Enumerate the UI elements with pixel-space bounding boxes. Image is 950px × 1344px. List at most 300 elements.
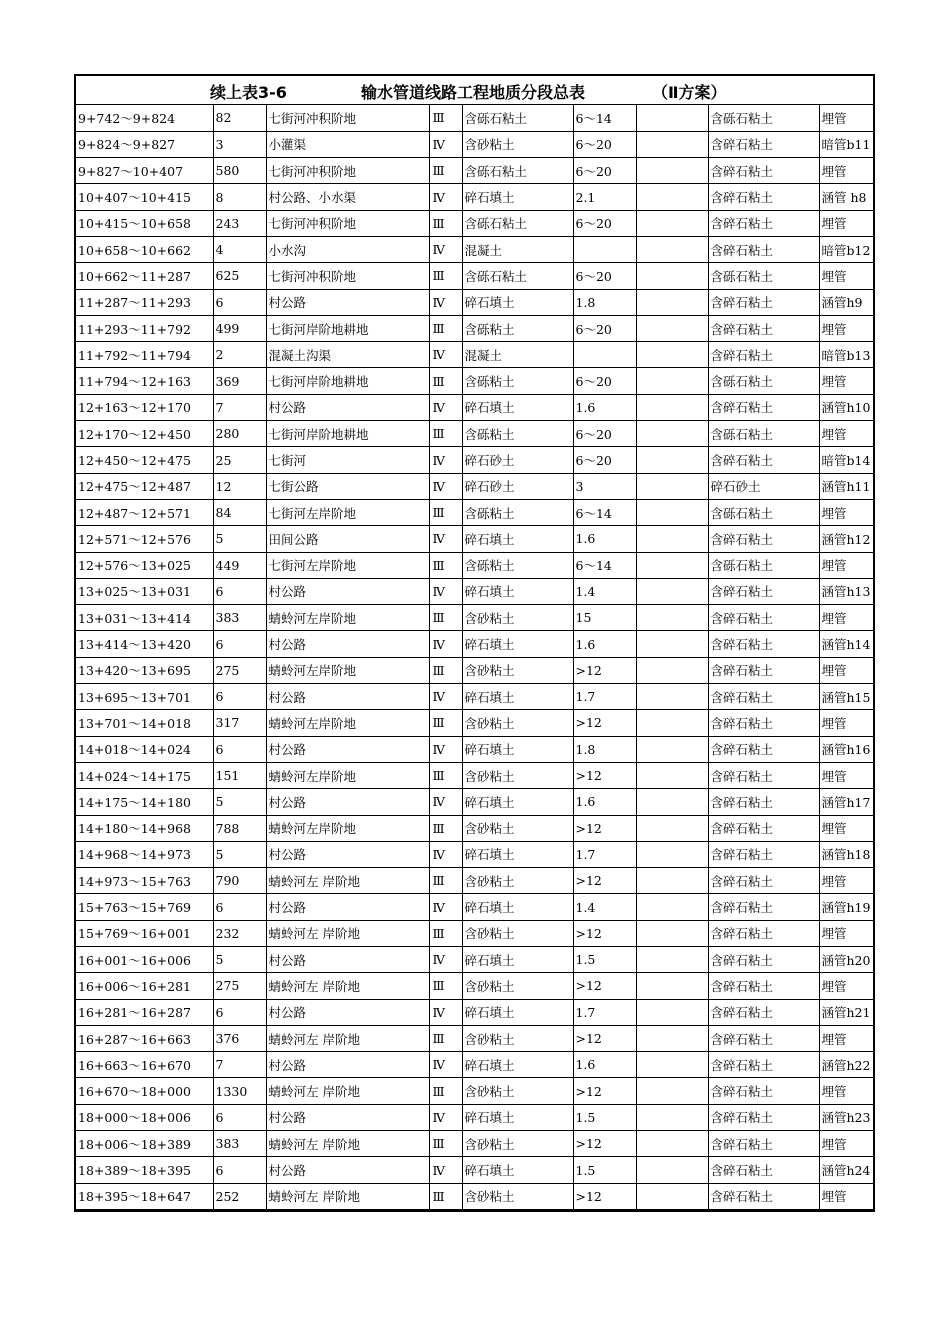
cell-landform: 蜻蛉河左 岸阶地 bbox=[266, 868, 429, 894]
cell-landform: 村公路 bbox=[266, 789, 429, 815]
table-row bbox=[76, 289, 873, 315]
cell-pipe-type: 涵管h18 bbox=[819, 841, 873, 867]
cell-class: Ⅲ bbox=[429, 1131, 462, 1157]
cell-blank bbox=[636, 210, 708, 236]
cell-blank bbox=[636, 1052, 708, 1078]
cell-class: Ⅲ bbox=[429, 657, 462, 683]
cell-foundation-soil: 含碎石粘土 bbox=[708, 657, 819, 683]
cell-depth: 1.6 bbox=[573, 1052, 636, 1078]
cell-pipe-type: 埋管 bbox=[819, 315, 873, 341]
cell-blank bbox=[636, 236, 708, 262]
table-row bbox=[76, 894, 873, 920]
cell-blank bbox=[636, 710, 708, 736]
cell-class: Ⅳ bbox=[429, 131, 462, 157]
cell-soil: 碎石填土 bbox=[462, 394, 573, 420]
table-row bbox=[76, 315, 873, 341]
cell-chainage: 16+281～16+287 bbox=[76, 999, 213, 1025]
cell-class: Ⅳ bbox=[429, 473, 462, 499]
cell-depth: 1.6 bbox=[573, 394, 636, 420]
cell-class: Ⅳ bbox=[429, 342, 462, 368]
cell-landform: 蜻蛉河左 岸阶地 bbox=[266, 1183, 429, 1209]
cell-blank bbox=[636, 1183, 708, 1209]
cell-landform: 七街河岸阶地耕地 bbox=[266, 315, 429, 341]
cell-foundation-soil: 含碎石粘土 bbox=[708, 210, 819, 236]
cell-class: Ⅳ bbox=[429, 947, 462, 973]
cell-pipe-type: 涵管h12 bbox=[819, 526, 873, 552]
cell-pipe-type: 涵管h23 bbox=[819, 1104, 873, 1130]
cell-length: 580 bbox=[213, 158, 266, 184]
cell-foundation-soil: 含碎石粘土 bbox=[708, 973, 819, 999]
cell-soil: 含砾粘土 bbox=[462, 315, 573, 341]
cell-chainage: 10+407～10+415 bbox=[76, 184, 213, 210]
cell-length: 6 bbox=[213, 289, 266, 315]
cell-foundation-soil: 含碎石粘土 bbox=[708, 1131, 819, 1157]
cell-foundation-soil: 含碎石粘土 bbox=[708, 158, 819, 184]
table-title-continuation: 续上表3-6 bbox=[210, 83, 287, 102]
cell-landform: 七街河冲积阶地 bbox=[266, 263, 429, 289]
cell-pipe-type: 埋管 bbox=[819, 1025, 873, 1051]
cell-soil: 含砾石粘土 bbox=[462, 210, 573, 236]
cell-length: 5 bbox=[213, 526, 266, 552]
cell-chainage: 9+824～9+827 bbox=[76, 131, 213, 157]
cell-blank bbox=[636, 894, 708, 920]
cell-class: Ⅳ bbox=[429, 736, 462, 762]
cell-chainage: 9+827～10+407 bbox=[76, 158, 213, 184]
cell-class: Ⅳ bbox=[429, 526, 462, 552]
cell-class: Ⅲ bbox=[429, 552, 462, 578]
cell-soil: 混凝土 bbox=[462, 342, 573, 368]
cell-class: Ⅲ bbox=[429, 421, 462, 447]
cell-chainage: 16+006～16+281 bbox=[76, 973, 213, 999]
cell-depth: >12 bbox=[573, 1078, 636, 1104]
cell-depth: 6～14 bbox=[573, 105, 636, 131]
cell-length: 625 bbox=[213, 263, 266, 289]
table-row bbox=[76, 710, 873, 736]
cell-soil: 含砂粘土 bbox=[462, 131, 573, 157]
table-row bbox=[76, 105, 873, 131]
cell-chainage: 12+170～12+450 bbox=[76, 421, 213, 447]
table-row bbox=[76, 973, 873, 999]
table-row bbox=[76, 1183, 873, 1209]
cell-blank bbox=[636, 526, 708, 552]
cell-pipe-type: 涵管h21 bbox=[819, 999, 873, 1025]
cell-landform: 七街河冲积阶地 bbox=[266, 158, 429, 184]
table-row bbox=[76, 1157, 873, 1183]
cell-length: 369 bbox=[213, 368, 266, 394]
cell-chainage: 13+695～13+701 bbox=[76, 684, 213, 710]
cell-soil: 碎石填土 bbox=[462, 999, 573, 1025]
cell-depth: 1.8 bbox=[573, 736, 636, 762]
cell-blank bbox=[636, 263, 708, 289]
cell-length: 232 bbox=[213, 920, 266, 946]
cell-depth: 6～20 bbox=[573, 158, 636, 184]
cell-pipe-type: 埋管 bbox=[819, 105, 873, 131]
cell-chainage: 13+420～13+695 bbox=[76, 657, 213, 683]
cell-foundation-soil: 含碎石粘土 bbox=[708, 1157, 819, 1183]
cell-pipe-type: 涵管h13 bbox=[819, 578, 873, 604]
cell-depth: 6～20 bbox=[573, 447, 636, 473]
cell-length: 790 bbox=[213, 868, 266, 894]
table-row bbox=[76, 394, 873, 420]
cell-depth: 6～20 bbox=[573, 421, 636, 447]
cell-length: 7 bbox=[213, 394, 266, 420]
cell-pipe-type: 埋管 bbox=[819, 158, 873, 184]
cell-class: Ⅳ bbox=[429, 578, 462, 604]
cell-foundation-soil: 含碎石粘土 bbox=[708, 762, 819, 788]
cell-blank bbox=[636, 368, 708, 394]
cell-length: 280 bbox=[213, 421, 266, 447]
cell-soil: 碎石填土 bbox=[462, 841, 573, 867]
table-row bbox=[76, 210, 873, 236]
cell-landform: 七街河 bbox=[266, 447, 429, 473]
cell-landform: 村公路 bbox=[266, 578, 429, 604]
cell-soil: 碎石填土 bbox=[462, 1052, 573, 1078]
cell-chainage: 10+658～10+662 bbox=[76, 236, 213, 262]
cell-pipe-type: 埋管 bbox=[819, 815, 873, 841]
cell-pipe-type: 埋管 bbox=[819, 499, 873, 525]
cell-depth: 1.6 bbox=[573, 789, 636, 815]
cell-foundation-soil: 含砾石粘土 bbox=[708, 499, 819, 525]
cell-landform: 村公路 bbox=[266, 1157, 429, 1183]
cell-soil: 含砾粘土 bbox=[462, 421, 573, 447]
cell-landform: 村公路 bbox=[266, 631, 429, 657]
cell-soil: 含砂粘土 bbox=[462, 710, 573, 736]
cell-depth bbox=[573, 342, 636, 368]
cell-depth: >12 bbox=[573, 920, 636, 946]
cell-soil: 含砾石粘土 bbox=[462, 263, 573, 289]
cell-blank bbox=[636, 868, 708, 894]
cell-blank bbox=[636, 421, 708, 447]
table-row bbox=[76, 447, 873, 473]
cell-depth: >12 bbox=[573, 657, 636, 683]
cell-length: 3 bbox=[213, 131, 266, 157]
cell-blank bbox=[636, 447, 708, 473]
cell-length: 5 bbox=[213, 841, 266, 867]
table-row bbox=[76, 1078, 873, 1104]
cell-class: Ⅳ bbox=[429, 841, 462, 867]
cell-pipe-type: 埋管 bbox=[819, 1131, 873, 1157]
cell-pipe-type: 埋管 bbox=[819, 657, 873, 683]
cell-pipe-type: 涵管h10 bbox=[819, 394, 873, 420]
cell-foundation-soil: 含碎石粘土 bbox=[708, 789, 819, 815]
cell-chainage: 15+763～15+769 bbox=[76, 894, 213, 920]
cell-pipe-type: 埋管 bbox=[819, 920, 873, 946]
cell-class: Ⅲ bbox=[429, 1183, 462, 1209]
table-row bbox=[76, 868, 873, 894]
cell-class: Ⅳ bbox=[429, 1157, 462, 1183]
cell-pipe-type: 埋管 bbox=[819, 868, 873, 894]
cell-foundation-soil: 含碎石粘土 bbox=[708, 841, 819, 867]
cell-landform: 村公路 bbox=[266, 1104, 429, 1130]
cell-foundation-soil: 含碎石粘土 bbox=[708, 1104, 819, 1130]
table-row bbox=[76, 552, 873, 578]
cell-chainage: 11+792～11+794 bbox=[76, 342, 213, 368]
cell-landform: 蜻蛉河左 岸阶地 bbox=[266, 1078, 429, 1104]
cell-pipe-type: 埋管 bbox=[819, 1183, 873, 1209]
cell-landform: 蜻蛉河左岸阶地 bbox=[266, 762, 429, 788]
cell-pipe-type: 涵管h19 bbox=[819, 894, 873, 920]
cell-foundation-soil: 含砾石粘土 bbox=[708, 552, 819, 578]
cell-landform: 村公路 bbox=[266, 684, 429, 710]
cell-landform: 村公路、小水渠 bbox=[266, 184, 429, 210]
cell-class: Ⅲ bbox=[429, 315, 462, 341]
cell-pipe-type: 涵管h16 bbox=[819, 736, 873, 762]
cell-depth: 1.6 bbox=[573, 631, 636, 657]
cell-depth: >12 bbox=[573, 868, 636, 894]
table-row bbox=[76, 421, 873, 447]
cell-soil: 含砂粘土 bbox=[462, 1131, 573, 1157]
cell-blank bbox=[636, 762, 708, 788]
cell-class: Ⅲ bbox=[429, 973, 462, 999]
cell-landform: 蜻蛉河左 岸阶地 bbox=[266, 973, 429, 999]
cell-length: 243 bbox=[213, 210, 266, 236]
table-row bbox=[76, 762, 873, 788]
cell-foundation-soil: 含碎石粘土 bbox=[708, 342, 819, 368]
cell-blank bbox=[636, 1104, 708, 1130]
cell-depth bbox=[573, 236, 636, 262]
cell-blank bbox=[636, 105, 708, 131]
cell-length: 376 bbox=[213, 1025, 266, 1051]
cell-chainage: 14+968～14+973 bbox=[76, 841, 213, 867]
cell-depth: >12 bbox=[573, 1025, 636, 1051]
cell-chainage: 13+025～13+031 bbox=[76, 578, 213, 604]
cell-depth: >12 bbox=[573, 1183, 636, 1209]
cell-soil: 含砾粘土 bbox=[462, 552, 573, 578]
table-row bbox=[76, 841, 873, 867]
cell-foundation-soil: 含碎石粘土 bbox=[708, 1025, 819, 1051]
cell-class: Ⅲ bbox=[429, 158, 462, 184]
cell-foundation-soil: 含碎石粘土 bbox=[708, 736, 819, 762]
cell-landform: 蜻蛉河左 岸阶地 bbox=[266, 1025, 429, 1051]
cell-soil: 碎石填土 bbox=[462, 1157, 573, 1183]
cell-blank bbox=[636, 473, 708, 499]
cell-landform: 蜻蛉河左岸阶地 bbox=[266, 815, 429, 841]
table-row bbox=[76, 236, 873, 262]
cell-length: 5 bbox=[213, 789, 266, 815]
table-row bbox=[76, 1131, 873, 1157]
cell-foundation-soil: 含碎石粘土 bbox=[708, 131, 819, 157]
cell-chainage: 18+000～18+006 bbox=[76, 1104, 213, 1130]
cell-chainage: 11+794～12+163 bbox=[76, 368, 213, 394]
cell-chainage: 11+293～11+792 bbox=[76, 315, 213, 341]
cell-soil: 碎石填土 bbox=[462, 526, 573, 552]
cell-foundation-soil: 含碎石粘土 bbox=[708, 605, 819, 631]
cell-soil: 碎石砂土 bbox=[462, 447, 573, 473]
cell-length: 6 bbox=[213, 999, 266, 1025]
cell-soil: 碎石填土 bbox=[462, 736, 573, 762]
cell-soil: 含砂粘土 bbox=[462, 605, 573, 631]
cell-landform: 村公路 bbox=[266, 947, 429, 973]
cell-length: 4 bbox=[213, 236, 266, 262]
cell-chainage: 13+414～13+420 bbox=[76, 631, 213, 657]
cell-pipe-type: 埋管 bbox=[819, 368, 873, 394]
cell-landform: 村公路 bbox=[266, 394, 429, 420]
cell-class: Ⅳ bbox=[429, 894, 462, 920]
cell-depth: 6～14 bbox=[573, 552, 636, 578]
cell-pipe-type: 埋管 bbox=[819, 762, 873, 788]
cell-foundation-soil: 含碎石粘土 bbox=[708, 815, 819, 841]
cell-foundation-soil: 含碎石粘土 bbox=[708, 526, 819, 552]
cell-pipe-type: 暗管b13 bbox=[819, 342, 873, 368]
cell-pipe-type: 暗管b14 bbox=[819, 447, 873, 473]
cell-landform: 村公路 bbox=[266, 894, 429, 920]
cell-pipe-type: 涵管h15 bbox=[819, 684, 873, 710]
table-row bbox=[76, 499, 873, 525]
cell-soil: 含砂粘土 bbox=[462, 762, 573, 788]
cell-depth: 2.1 bbox=[573, 184, 636, 210]
table-row bbox=[76, 342, 873, 368]
cell-class: Ⅳ bbox=[429, 1104, 462, 1130]
cell-class: Ⅳ bbox=[429, 684, 462, 710]
table-row bbox=[76, 947, 873, 973]
cell-foundation-soil: 含碎石粘土 bbox=[708, 289, 819, 315]
cell-class: Ⅳ bbox=[429, 789, 462, 815]
cell-blank bbox=[636, 552, 708, 578]
cell-blank bbox=[636, 999, 708, 1025]
cell-chainage: 15+769～16+001 bbox=[76, 920, 213, 946]
cell-blank bbox=[636, 1078, 708, 1104]
table-row bbox=[76, 526, 873, 552]
cell-chainage: 18+395～18+647 bbox=[76, 1183, 213, 1209]
cell-depth: >12 bbox=[573, 762, 636, 788]
cell-length: 275 bbox=[213, 657, 266, 683]
table-row bbox=[76, 789, 873, 815]
cell-landform: 七街河冲积阶地 bbox=[266, 105, 429, 131]
cell-foundation-soil: 含碎石粘土 bbox=[708, 710, 819, 736]
cell-blank bbox=[636, 1157, 708, 1183]
cell-chainage: 14+175～14+180 bbox=[76, 789, 213, 815]
cell-blank bbox=[636, 289, 708, 315]
cell-blank bbox=[636, 605, 708, 631]
cell-pipe-type: 暗管b12 bbox=[819, 236, 873, 262]
cell-chainage: 18+006～18+389 bbox=[76, 1131, 213, 1157]
table-row bbox=[76, 1025, 873, 1051]
cell-chainage: 16+001～16+006 bbox=[76, 947, 213, 973]
cell-chainage: 12+450～12+475 bbox=[76, 447, 213, 473]
cell-depth: 3 bbox=[573, 473, 636, 499]
cell-soil: 碎石填土 bbox=[462, 289, 573, 315]
cell-class: Ⅲ bbox=[429, 920, 462, 946]
cell-pipe-type: 涵管 h8 bbox=[819, 184, 873, 210]
cell-foundation-soil: 含碎石粘土 bbox=[708, 631, 819, 657]
cell-length: 449 bbox=[213, 552, 266, 578]
table-row bbox=[76, 815, 873, 841]
cell-landform: 村公路 bbox=[266, 1052, 429, 1078]
cell-landform: 七街河左岸阶地 bbox=[266, 499, 429, 525]
table-row bbox=[76, 1104, 873, 1130]
cell-length: 275 bbox=[213, 973, 266, 999]
cell-class: Ⅳ bbox=[429, 289, 462, 315]
cell-soil: 含砂粘土 bbox=[462, 657, 573, 683]
table-row bbox=[76, 184, 873, 210]
cell-foundation-soil: 含碎石粘土 bbox=[708, 894, 819, 920]
cell-depth: 6～14 bbox=[573, 499, 636, 525]
table-row bbox=[76, 684, 873, 710]
cell-chainage: 16+287～16+663 bbox=[76, 1025, 213, 1051]
cell-blank bbox=[636, 631, 708, 657]
cell-soil: 含砂粘土 bbox=[462, 1078, 573, 1104]
cell-length: 12 bbox=[213, 473, 266, 499]
cell-chainage: 13+701～14+018 bbox=[76, 710, 213, 736]
cell-class: Ⅳ bbox=[429, 447, 462, 473]
cell-length: 6 bbox=[213, 736, 266, 762]
cell-blank bbox=[636, 684, 708, 710]
cell-landform: 七街河岸阶地耕地 bbox=[266, 368, 429, 394]
cell-foundation-soil: 含碎石粘土 bbox=[708, 578, 819, 604]
cell-pipe-type: 埋管 bbox=[819, 421, 873, 447]
cell-soil: 含砾石粘土 bbox=[462, 105, 573, 131]
cell-blank bbox=[636, 947, 708, 973]
cell-depth: 1.5 bbox=[573, 1157, 636, 1183]
cell-pipe-type: 埋管 bbox=[819, 973, 873, 999]
table-row bbox=[76, 631, 873, 657]
table-row bbox=[76, 263, 873, 289]
cell-pipe-type: 涵管h20 bbox=[819, 947, 873, 973]
cell-pipe-type: 涵管h9 bbox=[819, 289, 873, 315]
cell-soil: 碎石填土 bbox=[462, 631, 573, 657]
cell-blank bbox=[636, 158, 708, 184]
cell-soil: 碎石填土 bbox=[462, 578, 573, 604]
cell-depth: 6～20 bbox=[573, 368, 636, 394]
cell-length: 25 bbox=[213, 447, 266, 473]
cell-length: 82 bbox=[213, 105, 266, 131]
table-row bbox=[76, 368, 873, 394]
table-row bbox=[76, 736, 873, 762]
cell-landform: 小灌渠 bbox=[266, 131, 429, 157]
cell-blank bbox=[636, 815, 708, 841]
table-row bbox=[76, 1052, 873, 1078]
cell-landform: 蜻蛉河左岸阶地 bbox=[266, 657, 429, 683]
cell-length: 6 bbox=[213, 1104, 266, 1130]
cell-blank bbox=[636, 789, 708, 815]
cell-depth: 1.7 bbox=[573, 684, 636, 710]
cell-pipe-type: 埋管 bbox=[819, 1078, 873, 1104]
cell-blank bbox=[636, 841, 708, 867]
cell-length: 788 bbox=[213, 815, 266, 841]
cell-class: Ⅲ bbox=[429, 868, 462, 894]
cell-class: Ⅳ bbox=[429, 1052, 462, 1078]
cell-length: 1330 bbox=[213, 1078, 266, 1104]
cell-class: Ⅲ bbox=[429, 1025, 462, 1051]
cell-landform: 田间公路 bbox=[266, 526, 429, 552]
cell-foundation-soil: 含碎石粘土 bbox=[708, 999, 819, 1025]
cell-chainage: 12+571～12+576 bbox=[76, 526, 213, 552]
cell-soil: 碎石填土 bbox=[462, 1104, 573, 1130]
cell-foundation-soil: 含碎石粘土 bbox=[708, 1052, 819, 1078]
cell-foundation-soil: 含碎石粘土 bbox=[708, 1183, 819, 1209]
cell-soil: 含砾石粘土 bbox=[462, 158, 573, 184]
cell-foundation-soil: 含碎石粘土 bbox=[708, 236, 819, 262]
cell-depth: 6～20 bbox=[573, 263, 636, 289]
cell-length: 6 bbox=[213, 631, 266, 657]
cell-landform: 村公路 bbox=[266, 841, 429, 867]
cell-landform: 蜻蛉河左岸阶地 bbox=[266, 605, 429, 631]
cell-chainage: 13+031～13+414 bbox=[76, 605, 213, 631]
cell-landform: 混凝土沟渠 bbox=[266, 342, 429, 368]
cell-length: 383 bbox=[213, 605, 266, 631]
cell-depth: >12 bbox=[573, 710, 636, 736]
cell-soil: 含砂粘土 bbox=[462, 868, 573, 894]
cell-chainage: 12+576～13+025 bbox=[76, 552, 213, 578]
table-title-main: 输水管道线路工程地质分段总表 bbox=[361, 83, 586, 102]
cell-landform: 蜻蛉河左岸阶地 bbox=[266, 710, 429, 736]
cell-landform: 七街河冲积阶地 bbox=[266, 210, 429, 236]
cell-class: Ⅲ bbox=[429, 105, 462, 131]
cell-blank bbox=[636, 1131, 708, 1157]
cell-depth: 1.5 bbox=[573, 1104, 636, 1130]
cell-foundation-soil: 含砾石粘土 bbox=[708, 421, 819, 447]
table-row bbox=[76, 578, 873, 604]
